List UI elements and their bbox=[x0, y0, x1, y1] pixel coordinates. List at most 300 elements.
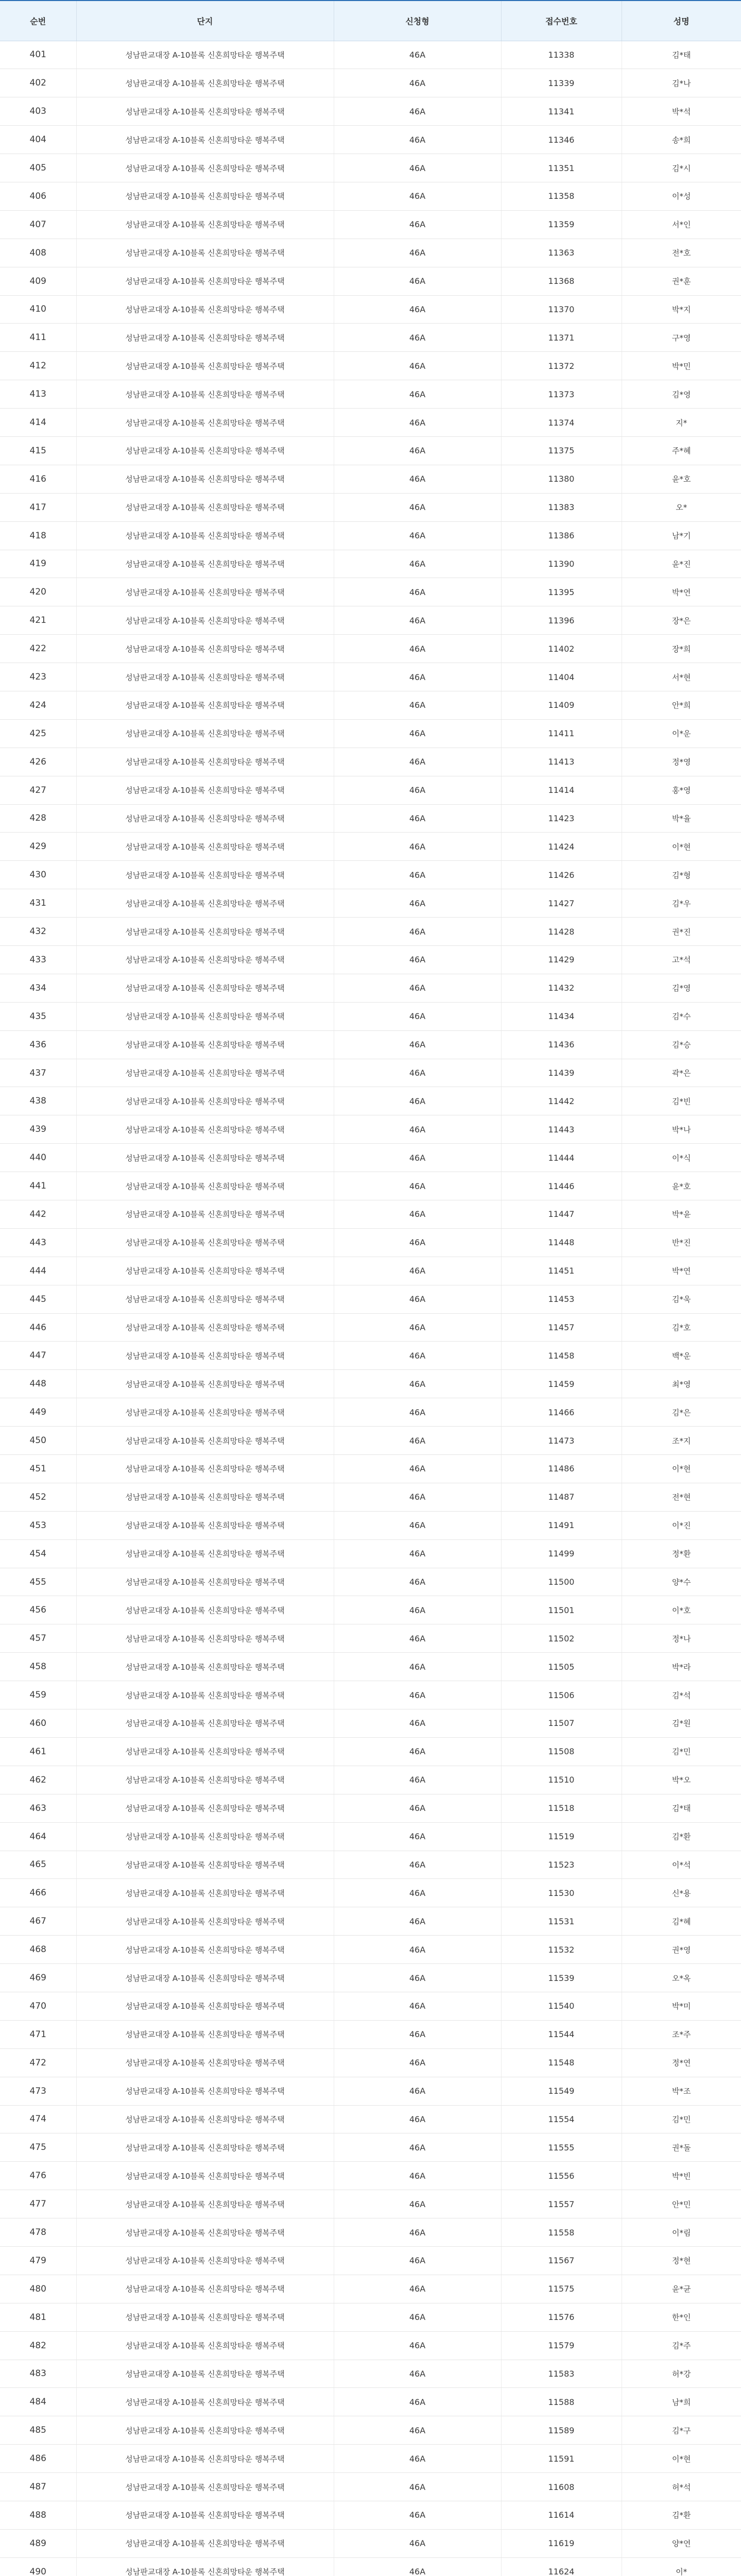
cell-seq: 406 bbox=[0, 182, 76, 210]
cell-unit-type: 46A bbox=[334, 776, 501, 804]
table-row bbox=[0, 1059, 741, 1087]
cell-receipt-number: 11555 bbox=[501, 2133, 622, 2162]
cell-complex: 성남판교대장 A-10블록 신혼희망타운 행복주택 bbox=[76, 1172, 334, 1200]
cell-unit-type: 46A bbox=[334, 2557, 501, 2576]
cell-name: 김*석 bbox=[622, 1681, 741, 1709]
cell-name: 이*현 bbox=[622, 833, 741, 861]
cell-receipt-number: 11548 bbox=[501, 2048, 622, 2077]
cell-unit-type: 46A bbox=[334, 748, 501, 776]
table-row bbox=[0, 861, 741, 889]
cell-complex: 성남판교대장 A-10블록 신혼희망타운 행복주택 bbox=[76, 97, 334, 126]
cell-complex: 성남판교대장 A-10블록 신혼희망타운 행복주택 bbox=[76, 1596, 334, 1624]
table-row bbox=[0, 239, 741, 267]
cell-unit-type: 46A bbox=[334, 1200, 501, 1229]
cell-complex: 성남판교대장 A-10블록 신혼희망타운 행복주택 bbox=[76, 1992, 334, 2020]
cell-complex: 성남판교대장 A-10블록 신혼희망타운 행복주택 bbox=[76, 1398, 334, 1427]
cell-unit-type: 46A bbox=[334, 409, 501, 437]
cell-seq: 413 bbox=[0, 380, 76, 409]
cell-receipt-number: 11540 bbox=[501, 1992, 622, 2020]
cell-seq: 431 bbox=[0, 889, 76, 918]
cell-complex: 성남판교대장 A-10블록 신혼희망타운 행복주택 bbox=[76, 1964, 334, 1992]
cell-unit-type: 46A bbox=[334, 324, 501, 352]
cell-receipt-number: 11491 bbox=[501, 1511, 622, 1539]
cell-complex: 성남판교대장 A-10블록 신혼희망타운 행복주택 bbox=[76, 1144, 334, 1172]
cell-unit-type: 46A bbox=[334, 1059, 501, 1087]
cell-receipt-number: 11576 bbox=[501, 2303, 622, 2331]
cell-seq: 425 bbox=[0, 719, 76, 748]
cell-receipt-number: 11500 bbox=[501, 1568, 622, 1596]
cell-complex: 성남판교대장 A-10블록 신혼희망타운 행복주택 bbox=[76, 719, 334, 748]
cell-receipt-number: 11473 bbox=[501, 1427, 622, 1455]
cell-seq: 451 bbox=[0, 1455, 76, 1483]
table-row bbox=[0, 1002, 741, 1030]
cell-seq: 454 bbox=[0, 1539, 76, 1568]
cell-name: 조*주 bbox=[622, 2020, 741, 2048]
cell-name: 최*영 bbox=[622, 1370, 741, 1398]
cell-seq: 414 bbox=[0, 409, 76, 437]
cell-receipt-number: 11554 bbox=[501, 2105, 622, 2133]
cell-receipt-number: 11457 bbox=[501, 1313, 622, 1342]
cell-receipt-number: 11579 bbox=[501, 2331, 622, 2360]
table-row bbox=[0, 1794, 741, 1822]
cell-unit-type: 46A bbox=[334, 1172, 501, 1200]
cell-receipt-number: 11359 bbox=[501, 210, 622, 239]
table-row bbox=[0, 889, 741, 918]
cell-seq: 420 bbox=[0, 578, 76, 606]
cell-seq: 434 bbox=[0, 974, 76, 1002]
cell-complex: 성남판교대장 A-10블록 신혼희망타운 행복주택 bbox=[76, 2303, 334, 2331]
cell-complex: 성남판교대장 A-10블록 신혼희망타운 행복주택 bbox=[76, 550, 334, 578]
cell-unit-type: 46A bbox=[334, 2275, 501, 2303]
table-header-row bbox=[0, 1, 741, 41]
table-row bbox=[0, 380, 741, 409]
cell-seq: 449 bbox=[0, 1398, 76, 1427]
table-row bbox=[0, 719, 741, 748]
cell-receipt-number: 11502 bbox=[501, 1624, 622, 1653]
cell-name: 권*돌 bbox=[622, 2133, 741, 2162]
cell-receipt-number: 11363 bbox=[501, 239, 622, 267]
cell-unit-type: 46A bbox=[334, 2105, 501, 2133]
table-row bbox=[0, 2360, 741, 2388]
table-row bbox=[0, 2416, 741, 2445]
table-row bbox=[0, 946, 741, 974]
cell-receipt-number: 11432 bbox=[501, 974, 622, 1002]
cell-unit-type: 46A bbox=[334, 2077, 501, 2105]
table-row bbox=[0, 352, 741, 380]
cell-complex: 성남판교대장 A-10블록 신혼희망타운 행복주택 bbox=[76, 1342, 334, 1370]
cell-name: 김*태 bbox=[622, 41, 741, 69]
cell-receipt-number: 11402 bbox=[501, 635, 622, 663]
cell-seq: 488 bbox=[0, 2501, 76, 2529]
table-row bbox=[0, 1624, 741, 1653]
cell-name: 김*영 bbox=[622, 380, 741, 409]
cell-receipt-number: 11466 bbox=[501, 1398, 622, 1427]
cell-receipt-number: 11443 bbox=[501, 1115, 622, 1144]
cell-unit-type: 46A bbox=[334, 2445, 501, 2473]
cell-receipt-number: 11396 bbox=[501, 606, 622, 635]
cell-unit-type: 46A bbox=[334, 1228, 501, 1257]
cell-unit-type: 46A bbox=[334, 1992, 501, 2020]
cell-seq: 403 bbox=[0, 97, 76, 126]
cell-unit-type: 46A bbox=[334, 946, 501, 974]
cell-receipt-number: 11346 bbox=[501, 126, 622, 154]
table-row bbox=[0, 2048, 741, 2077]
cell-seq: 474 bbox=[0, 2105, 76, 2133]
table-row bbox=[0, 1709, 741, 1738]
cell-seq: 439 bbox=[0, 1115, 76, 1144]
cell-name: 박*조 bbox=[622, 2077, 741, 2105]
table-row bbox=[0, 69, 741, 97]
table-row bbox=[0, 1822, 741, 1851]
cell-receipt-number: 11390 bbox=[501, 550, 622, 578]
cell-name: 이*현 bbox=[622, 1455, 741, 1483]
cell-unit-type: 46A bbox=[334, 1936, 501, 1964]
cell-name: 장*희 bbox=[622, 635, 741, 663]
cell-unit-type: 46A bbox=[334, 861, 501, 889]
cell-name: 양*수 bbox=[622, 1568, 741, 1596]
cell-complex: 성남판교대장 A-10블록 신혼희망타운 행복주택 bbox=[76, 1200, 334, 1229]
cell-unit-type: 46A bbox=[334, 1568, 501, 1596]
table-row bbox=[0, 465, 741, 493]
cell-unit-type: 46A bbox=[334, 295, 501, 324]
table-row bbox=[0, 1030, 741, 1059]
cell-receipt-number: 11447 bbox=[501, 1200, 622, 1229]
cell-seq: 442 bbox=[0, 1200, 76, 1229]
cell-name: 주*혜 bbox=[622, 436, 741, 465]
cell-complex: 성남판교대장 A-10블록 신혼희망타운 행복주택 bbox=[76, 126, 334, 154]
table-row bbox=[0, 2529, 741, 2557]
table-row bbox=[0, 1455, 741, 1483]
cell-name: 김*민 bbox=[622, 2105, 741, 2133]
cell-complex: 성남판교대장 A-10블록 신혼희망타운 행복주택 bbox=[76, 1766, 334, 1794]
cell-unit-type: 46A bbox=[334, 1511, 501, 1539]
cell-name: 오* bbox=[622, 493, 741, 521]
cell-name: 박*율 bbox=[622, 804, 741, 833]
table-row bbox=[0, 126, 741, 154]
cell-complex: 성남판교대장 A-10블록 신혼희망타운 행복주택 bbox=[76, 1370, 334, 1398]
cell-name: 박*나 bbox=[622, 1115, 741, 1144]
cell-complex: 성남판교대장 A-10블록 신혼희망타운 행복주택 bbox=[76, 2190, 334, 2218]
cell-receipt-number: 11414 bbox=[501, 776, 622, 804]
cell-unit-type: 46A bbox=[334, 465, 501, 493]
cell-seq: 417 bbox=[0, 493, 76, 521]
cell-complex: 성남판교대장 A-10블록 신혼희망타운 행복주택 bbox=[76, 409, 334, 437]
cell-name: 이* bbox=[622, 2557, 741, 2576]
table-row bbox=[0, 2445, 741, 2473]
cell-complex: 성남판교대장 A-10블록 신혼희망타운 행복주택 bbox=[76, 833, 334, 861]
cell-unit-type: 46A bbox=[334, 1030, 501, 1059]
cell-seq: 424 bbox=[0, 691, 76, 719]
cell-seq: 452 bbox=[0, 1483, 76, 1511]
table-row bbox=[0, 2388, 741, 2416]
header-receipt-number: 접수번호 bbox=[501, 1, 622, 41]
cell-unit-type: 46A bbox=[334, 663, 501, 691]
cell-unit-type: 46A bbox=[334, 436, 501, 465]
cell-complex: 성남판교대장 A-10블록 신혼희망타운 행복주택 bbox=[76, 2416, 334, 2445]
cell-complex: 성남판교대장 A-10블록 신혼희망타운 행복주택 bbox=[76, 1624, 334, 1653]
table-row bbox=[0, 2246, 741, 2275]
cell-receipt-number: 11358 bbox=[501, 182, 622, 210]
cell-unit-type: 46A bbox=[334, 267, 501, 295]
cell-unit-type: 46A bbox=[334, 1455, 501, 1483]
cell-name: 반*진 bbox=[622, 1228, 741, 1257]
cell-name: 김*원 bbox=[622, 1709, 741, 1738]
cell-name: 김*시 bbox=[622, 154, 741, 182]
cell-receipt-number: 11448 bbox=[501, 1228, 622, 1257]
table-row bbox=[0, 1228, 741, 1257]
cell-complex: 성남판교대장 A-10블록 신혼희망타운 행복주택 bbox=[76, 267, 334, 295]
table-row bbox=[0, 1539, 741, 1568]
cell-name: 남*기 bbox=[622, 521, 741, 550]
table-row bbox=[0, 1483, 741, 1511]
cell-receipt-number: 11575 bbox=[501, 2275, 622, 2303]
cell-complex: 성남판교대장 A-10블록 신혼희망타운 행복주택 bbox=[76, 2501, 334, 2529]
cell-name: 신*용 bbox=[622, 1879, 741, 1907]
cell-complex: 성남판교대장 A-10블록 신혼희망타운 행복주택 bbox=[76, 2331, 334, 2360]
table-row bbox=[0, 436, 741, 465]
cell-unit-type: 46A bbox=[334, 2360, 501, 2388]
cell-seq: 487 bbox=[0, 2473, 76, 2501]
cell-unit-type: 46A bbox=[334, 1737, 501, 1766]
cell-name: 윤*진 bbox=[622, 550, 741, 578]
cell-seq: 437 bbox=[0, 1059, 76, 1087]
cell-complex: 성남판교대장 A-10블록 신혼희망타운 행복주택 bbox=[76, 1822, 334, 1851]
table-row bbox=[0, 1313, 741, 1342]
cell-unit-type: 46A bbox=[334, 2020, 501, 2048]
table-row bbox=[0, 267, 741, 295]
cell-name: 백*운 bbox=[622, 1342, 741, 1370]
cell-name: 전*호 bbox=[622, 239, 741, 267]
table-body bbox=[0, 41, 741, 2576]
cell-seq: 448 bbox=[0, 1370, 76, 1398]
cell-seq: 450 bbox=[0, 1427, 76, 1455]
cell-complex: 성남판교대장 A-10블록 신혼희망타운 행복주택 bbox=[76, 606, 334, 635]
cell-unit-type: 46A bbox=[334, 97, 501, 126]
cell-name: 박*윤 bbox=[622, 1200, 741, 1229]
cell-complex: 성남판교대장 A-10블록 신혼희망타운 행복주택 bbox=[76, 210, 334, 239]
cell-receipt-number: 11413 bbox=[501, 748, 622, 776]
cell-seq: 432 bbox=[0, 918, 76, 946]
cell-unit-type: 46A bbox=[334, 239, 501, 267]
cell-complex: 성남판교대장 A-10블록 신혼희망타운 행복주택 bbox=[76, 2445, 334, 2473]
cell-complex: 성남판교대장 A-10블록 신혼희망타운 행복주택 bbox=[76, 1907, 334, 1936]
cell-complex: 성남판교대장 A-10블록 신혼희망타운 행복주택 bbox=[76, 2529, 334, 2557]
cell-unit-type: 46A bbox=[334, 182, 501, 210]
table-row bbox=[0, 1851, 741, 1879]
cell-complex: 성남판교대장 A-10블록 신혼희망타운 행복주택 bbox=[76, 1936, 334, 1964]
table-row bbox=[0, 1653, 741, 1681]
table-row bbox=[0, 1766, 741, 1794]
cell-complex: 성남판교대장 A-10블록 신혼희망타운 행복주택 bbox=[76, 154, 334, 182]
cell-seq: 473 bbox=[0, 2077, 76, 2105]
cell-seq: 446 bbox=[0, 1313, 76, 1342]
cell-unit-type: 46A bbox=[334, 2246, 501, 2275]
cell-seq: 415 bbox=[0, 436, 76, 465]
cell-unit-type: 46A bbox=[334, 2218, 501, 2247]
cell-name: 이*운 bbox=[622, 719, 741, 748]
table-row bbox=[0, 210, 741, 239]
cell-name: 권*영 bbox=[622, 1936, 741, 1964]
table-row bbox=[0, 2303, 741, 2331]
cell-seq: 489 bbox=[0, 2529, 76, 2557]
cell-unit-type: 46A bbox=[334, 2162, 501, 2190]
cell-seq: 435 bbox=[0, 1002, 76, 1030]
cell-complex: 성남판교대장 A-10블록 신혼희망타운 행복주택 bbox=[76, 946, 334, 974]
cell-name: 윤*호 bbox=[622, 465, 741, 493]
cell-complex: 성남판교대장 A-10블록 신혼희망타운 행복주택 bbox=[76, 1059, 334, 1087]
table-row bbox=[0, 776, 741, 804]
table-row bbox=[0, 2105, 741, 2133]
table-row bbox=[0, 2473, 741, 2501]
cell-receipt-number: 11374 bbox=[501, 409, 622, 437]
cell-unit-type: 46A bbox=[334, 493, 501, 521]
table-row bbox=[0, 1879, 741, 1907]
cell-unit-type: 46A bbox=[334, 2529, 501, 2557]
cell-complex: 성남판교대장 A-10블록 신혼희망타운 행복주택 bbox=[76, 352, 334, 380]
cell-complex: 성남판교대장 A-10블록 신혼희망타운 행복주택 bbox=[76, 182, 334, 210]
cell-seq: 456 bbox=[0, 1596, 76, 1624]
header-seq: 순번 bbox=[0, 1, 76, 41]
cell-name: 김*영 bbox=[622, 974, 741, 1002]
cell-receipt-number: 11386 bbox=[501, 521, 622, 550]
cell-complex: 성남판교대장 A-10블록 신혼희망타운 행복주택 bbox=[76, 918, 334, 946]
cell-name: 김*환 bbox=[622, 2501, 741, 2529]
cell-name: 한*인 bbox=[622, 2303, 741, 2331]
cell-receipt-number: 11588 bbox=[501, 2388, 622, 2416]
cell-seq: 418 bbox=[0, 521, 76, 550]
table-row bbox=[0, 2077, 741, 2105]
cell-seq: 480 bbox=[0, 2275, 76, 2303]
cell-seq: 486 bbox=[0, 2445, 76, 2473]
cell-name: 김*형 bbox=[622, 861, 741, 889]
cell-seq: 445 bbox=[0, 1285, 76, 1313]
cell-seq: 412 bbox=[0, 352, 76, 380]
cell-seq: 490 bbox=[0, 2557, 76, 2576]
cell-seq: 470 bbox=[0, 1992, 76, 2020]
cell-seq: 469 bbox=[0, 1964, 76, 1992]
cell-complex: 성남판교대장 A-10블록 신혼희망타운 행복주택 bbox=[76, 1087, 334, 1115]
cell-complex: 성남판교대장 A-10블록 신혼희망타운 행복주택 bbox=[76, 578, 334, 606]
cell-seq: 438 bbox=[0, 1087, 76, 1115]
cell-complex: 성남판교대장 A-10블록 신혼희망타운 행복주택 bbox=[76, 2473, 334, 2501]
cell-complex: 성남판교대장 A-10블록 신혼희망타운 행복주택 bbox=[76, 1681, 334, 1709]
cell-unit-type: 46A bbox=[334, 1879, 501, 1907]
cell-complex: 성남판교대장 A-10블록 신혼희망타운 행복주택 bbox=[76, 1228, 334, 1257]
cell-unit-type: 46A bbox=[334, 2048, 501, 2077]
cell-name: 김*환 bbox=[622, 1822, 741, 1851]
cell-receipt-number: 11558 bbox=[501, 2218, 622, 2247]
cell-unit-type: 46A bbox=[334, 1596, 501, 1624]
cell-receipt-number: 11368 bbox=[501, 267, 622, 295]
cell-seq: 475 bbox=[0, 2133, 76, 2162]
cell-receipt-number: 11544 bbox=[501, 2020, 622, 2048]
table-row bbox=[0, 1172, 741, 1200]
cell-name: 이*석 bbox=[622, 1851, 741, 1879]
table-row bbox=[0, 974, 741, 1002]
table-row bbox=[0, 1737, 741, 1766]
cell-unit-type: 46A bbox=[334, 1144, 501, 1172]
cell-receipt-number: 11459 bbox=[501, 1370, 622, 1398]
cell-seq: 441 bbox=[0, 1172, 76, 1200]
cell-unit-type: 46A bbox=[334, 1653, 501, 1681]
cell-receipt-number: 11589 bbox=[501, 2416, 622, 2445]
cell-seq: 465 bbox=[0, 1851, 76, 1879]
cell-complex: 성남판교대장 A-10블록 신혼희망타운 행복주택 bbox=[76, 1285, 334, 1313]
cell-name: 박*빈 bbox=[622, 2162, 741, 2190]
table-row bbox=[0, 1427, 741, 1455]
cell-receipt-number: 11591 bbox=[501, 2445, 622, 2473]
cell-name: 김*민 bbox=[622, 1737, 741, 1766]
cell-complex: 성남판교대장 A-10블록 신혼희망타운 행복주택 bbox=[76, 1455, 334, 1483]
cell-receipt-number: 11557 bbox=[501, 2190, 622, 2218]
table-row bbox=[0, 1257, 741, 1285]
table-row bbox=[0, 2557, 741, 2576]
cell-complex: 성남판교대장 A-10블록 신혼희망타운 행복주택 bbox=[76, 1568, 334, 1596]
cell-receipt-number: 11519 bbox=[501, 1822, 622, 1851]
cell-unit-type: 46A bbox=[334, 2473, 501, 2501]
cell-unit-type: 46A bbox=[334, 1370, 501, 1398]
cell-complex: 성남판교대장 A-10블록 신혼희망타운 행복주택 bbox=[76, 2360, 334, 2388]
cell-unit-type: 46A bbox=[334, 210, 501, 239]
cell-receipt-number: 11372 bbox=[501, 352, 622, 380]
cell-unit-type: 46A bbox=[334, 1624, 501, 1653]
cell-seq: 453 bbox=[0, 1511, 76, 1539]
cell-receipt-number: 11510 bbox=[501, 1766, 622, 1794]
cell-receipt-number: 11567 bbox=[501, 2246, 622, 2275]
cell-unit-type: 46A bbox=[334, 380, 501, 409]
cell-unit-type: 46A bbox=[334, 1342, 501, 1370]
cell-unit-type: 46A bbox=[334, 1087, 501, 1115]
cell-receipt-number: 11339 bbox=[501, 69, 622, 97]
cell-name: 박*미 bbox=[622, 1992, 741, 2020]
table-row bbox=[0, 2275, 741, 2303]
cell-complex: 성남판교대장 A-10블록 신혼희망타운 행복주택 bbox=[76, 1030, 334, 1059]
cell-name: 김*은 bbox=[622, 1398, 741, 1427]
cell-unit-type: 46A bbox=[334, 578, 501, 606]
cell-receipt-number: 11439 bbox=[501, 1059, 622, 1087]
cell-name: 오*옥 bbox=[622, 1964, 741, 1992]
cell-seq: 409 bbox=[0, 267, 76, 295]
cell-receipt-number: 11501 bbox=[501, 1596, 622, 1624]
table-row bbox=[0, 578, 741, 606]
cell-name: 지* bbox=[622, 409, 741, 437]
cell-complex: 성남판교대장 A-10블록 신혼희망타운 행복주택 bbox=[76, 1313, 334, 1342]
cell-receipt-number: 11423 bbox=[501, 804, 622, 833]
cell-unit-type: 46A bbox=[334, 126, 501, 154]
cell-complex: 성남판교대장 A-10블록 신혼희망타운 행복주택 bbox=[76, 1002, 334, 1030]
cell-unit-type: 46A bbox=[334, 69, 501, 97]
cell-seq: 462 bbox=[0, 1766, 76, 1794]
cell-unit-type: 46A bbox=[334, 550, 501, 578]
cell-complex: 성남판교대장 A-10블록 신혼희망타운 행복주택 bbox=[76, 1851, 334, 1879]
cell-unit-type: 46A bbox=[334, 1257, 501, 1285]
cell-receipt-number: 11608 bbox=[501, 2473, 622, 2501]
cell-unit-type: 46A bbox=[334, 1483, 501, 1511]
cell-complex: 성남판교대장 A-10블록 신혼희망타운 행복주택 bbox=[76, 521, 334, 550]
cell-unit-type: 46A bbox=[334, 1313, 501, 1342]
cell-seq: 430 bbox=[0, 861, 76, 889]
cell-unit-type: 46A bbox=[334, 1539, 501, 1568]
cell-seq: 410 bbox=[0, 295, 76, 324]
cell-seq: 485 bbox=[0, 2416, 76, 2445]
table-row bbox=[0, 97, 741, 126]
cell-name: 전*현 bbox=[622, 1483, 741, 1511]
cell-receipt-number: 11556 bbox=[501, 2162, 622, 2190]
header-complex: 단지 bbox=[76, 1, 334, 41]
cell-seq: 468 bbox=[0, 1936, 76, 1964]
cell-unit-type: 46A bbox=[334, 691, 501, 719]
table-row bbox=[0, 918, 741, 946]
